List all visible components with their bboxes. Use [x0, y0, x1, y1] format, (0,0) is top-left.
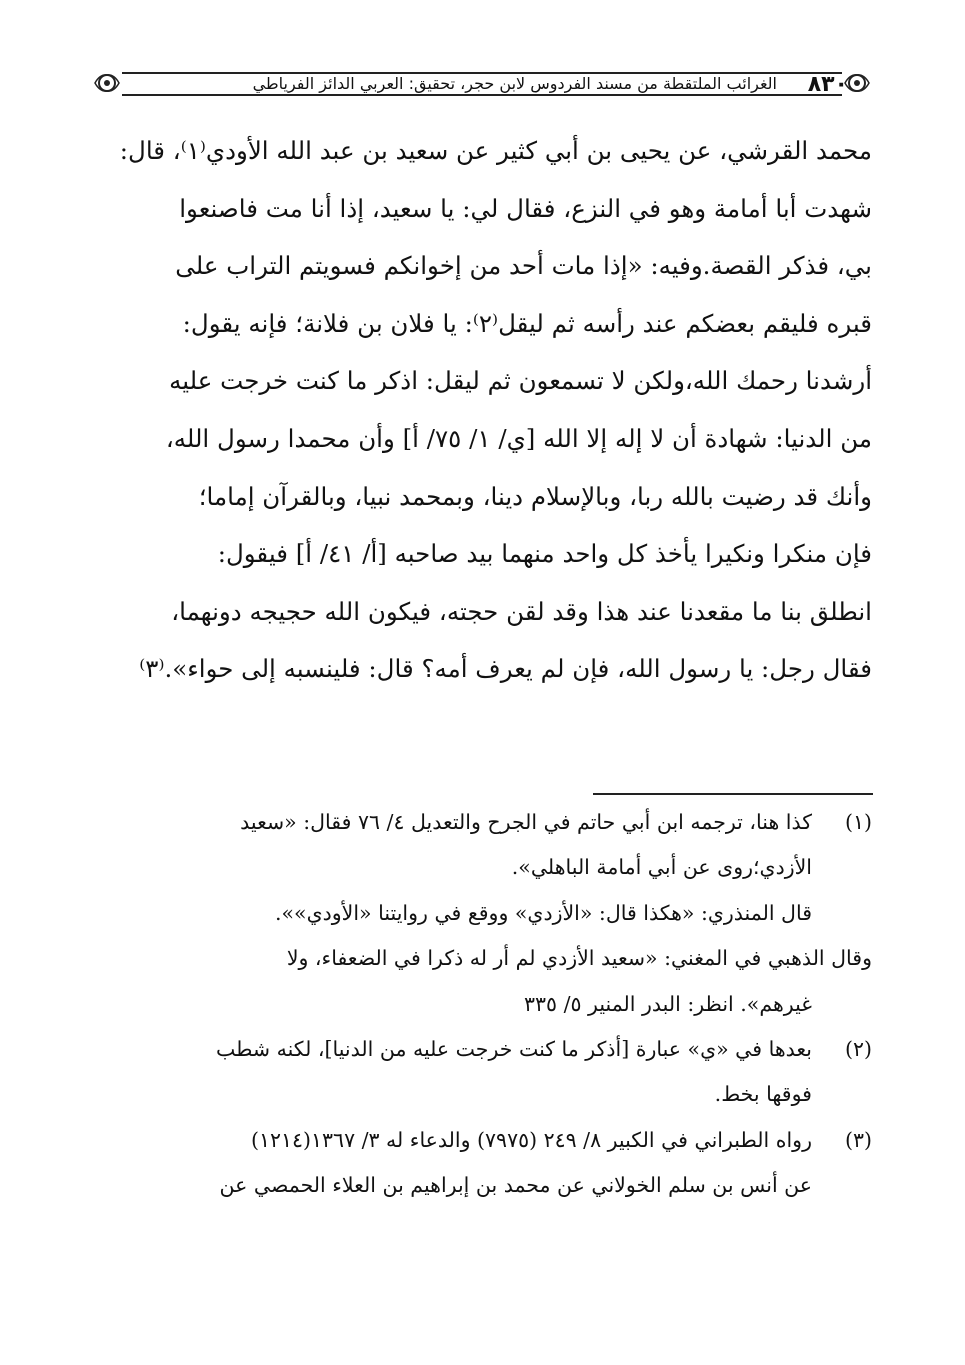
running-header — [92, 62, 872, 102]
footnote-line: قال المنذري: «هكذا قال: «الأزدي» ووقع في روايتنا «الأودي»». — [274, 900, 812, 925]
body-line: من الدنيا: شهادة أن لا إله إلا الله [ي/ ١/ ٧٥/ أ] وأن محمدا رسول الله، — [165, 423, 872, 453]
footnote-line: بعدها في «ي» عبارة [أذكر ما كنت خرجت عليه من الدنيا]، لكنه شطب — [215, 1037, 812, 1062]
body-line: فقال رجل: يا رسول الله، فإن لم يعرف أمه؟ قال: فلينسبه إلى حواء».⁽٣⁾ — [139, 654, 872, 684]
footnote-line: وقال الذهبي في المغني: «سعيد الأزدي لم أر له ذكرا في الضعفاء، ولا — [286, 946, 872, 971]
main-text — [92, 122, 872, 698]
body-line: فإن منكرا ونكيرا يأخذ كل واحد منهما بيد صاحبه [أ/ ٤١/ أ] فيقول: — [217, 539, 872, 569]
footnote-line: فوقها بخط. — [714, 1082, 812, 1107]
body-line: قبره فليقم بعضكم عند رأسه ثم ليقل⁽٢⁾: يا فلان بن فلانة؛ فإنه يقول: — [182, 308, 872, 338]
ornament-left-icon — [92, 70, 122, 96]
header-rule-bottom — [122, 94, 842, 96]
footnote-number: (٣) — [844, 1127, 872, 1152]
body-line: شهدت أبا أمامة وهو في النزع، فقال لي: يا سعيد، إذا أنا مت فاصنعوا — [179, 193, 872, 223]
page-number: ٨٣٠ — [807, 72, 848, 97]
footnote-number: (٢) — [844, 1037, 872, 1062]
footnote-1 — [92, 800, 872, 936]
body-line: وأنك قد رضيت بالله ربا، وبالإسلام دينا، وبمحمد نبيا، وبالقرآن إماما؛ — [198, 481, 872, 511]
footnotes — [92, 800, 872, 1209]
body-line: انطلق بنا ما مقعدنا عند هذا وقد لقن حجته، فيكون الله حجيجه دونهما، — [171, 596, 872, 626]
footnote-2 — [92, 1027, 872, 1118]
footnote-line: رواه الطبراني في الكبير ٨/ ٢٤٩ (٧٩٧٥) والدعاء له ٣/ ١٣٦٧(١٢١٤) — [250, 1127, 812, 1152]
footnote-3 — [92, 1118, 872, 1209]
footnote-line: عن أنس بن سلم الخولاني عن محمد بن إبراهيم بن العلاء الحمصي عن — [219, 1173, 812, 1198]
body-line: محمد القرشي، عن يحيى بن أبي كثير عن سعيد بن عبد الله الأودي⁽١⁾، قال: — [119, 136, 872, 165]
body-line: أرشدنا رحمك الله،ولكن لا تسمعون ثم ليقل: اذكر ما كنت خرجت عليه — [169, 366, 872, 396]
header-title: الغرائب الملتقطة من مسند الفردوس لابن حجر، تحقيق: العربي الدائز الفرياطي — [252, 74, 777, 93]
footnote-line: الأزدي؛روى عن أبي أمامة الباهلي». — [511, 855, 812, 880]
footnote-line: غيرهم». انظر: البدر المنير ٥/ ٣٣٥ — [524, 991, 812, 1016]
footnote-line: كذا هنا، ترجمه ابن أبي حاتم في الجرح والتعديل ٤/ ٧٦ فقال: «سعيد — [240, 810, 812, 834]
body-line: بي، فذكر القصة.وفيه: «إذا مات أحد من إخوانكم فسويتم التراب على — [175, 251, 872, 281]
footnote-separator — [593, 793, 873, 795]
footnote-number: (١) — [844, 810, 872, 834]
